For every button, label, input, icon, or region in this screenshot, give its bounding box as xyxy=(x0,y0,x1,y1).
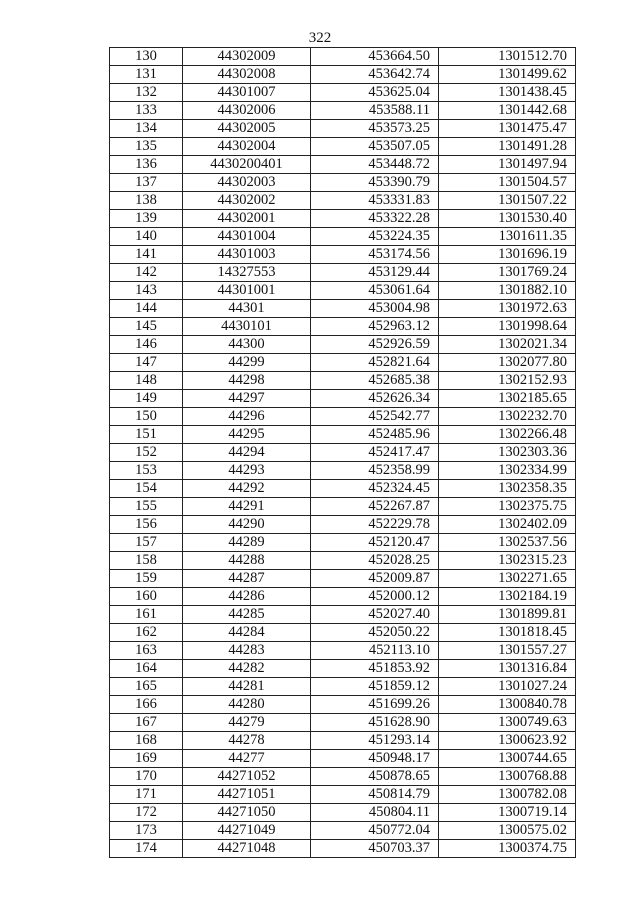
x-coordinate-cell: 450703.37 xyxy=(311,840,439,858)
row-number-cell: 165 xyxy=(110,678,183,696)
y-coordinate-cell: 1301769.24 xyxy=(439,264,576,282)
table-row xyxy=(110,102,576,120)
table-row xyxy=(110,282,576,300)
y-coordinate-cell: 1302537.56 xyxy=(439,534,576,552)
row-number-cell: 149 xyxy=(110,390,183,408)
point-id-cell: 44284 xyxy=(183,624,311,642)
row-number-cell: 164 xyxy=(110,660,183,678)
y-coordinate-cell: 1302303.36 xyxy=(439,444,576,462)
page-number: 322 xyxy=(308,30,332,46)
row-number-cell: 141 xyxy=(110,246,183,264)
y-coordinate-cell: 1302185.65 xyxy=(439,390,576,408)
table-row xyxy=(110,354,576,372)
x-coordinate-cell: 453322.28 xyxy=(311,210,439,228)
y-coordinate-cell: 1301972.63 xyxy=(439,300,576,318)
x-coordinate-cell: 452267.87 xyxy=(311,498,439,516)
x-coordinate-cell: 453129.44 xyxy=(311,264,439,282)
row-number-cell: 157 xyxy=(110,534,183,552)
x-coordinate-cell: 453061.64 xyxy=(311,282,439,300)
point-id-cell: 4430101 xyxy=(183,318,311,336)
x-coordinate-cell: 452417.47 xyxy=(311,444,439,462)
point-id-cell: 44279 xyxy=(183,714,311,732)
y-coordinate-cell: 1300840.78 xyxy=(439,696,576,714)
point-id-cell: 44283 xyxy=(183,642,311,660)
y-coordinate-cell: 1302077.80 xyxy=(439,354,576,372)
y-coordinate-cell: 1301611.35 xyxy=(439,228,576,246)
row-number-cell: 130 xyxy=(110,48,183,66)
table-row xyxy=(110,498,576,516)
x-coordinate-cell: 452626.34 xyxy=(311,390,439,408)
table-row xyxy=(110,624,576,642)
row-number-cell: 168 xyxy=(110,732,183,750)
point-id-cell: 44280 xyxy=(183,696,311,714)
table-row xyxy=(110,678,576,696)
x-coordinate-cell: 450772.04 xyxy=(311,822,439,840)
point-id-cell: 44285 xyxy=(183,606,311,624)
x-coordinate-cell: 452542.77 xyxy=(311,408,439,426)
x-coordinate-cell: 453390.79 xyxy=(311,174,439,192)
y-coordinate-cell: 1302315.23 xyxy=(439,552,576,570)
table-row xyxy=(110,750,576,768)
x-coordinate-cell: 452821.64 xyxy=(311,354,439,372)
row-number-cell: 162 xyxy=(110,624,183,642)
row-number-cell: 145 xyxy=(110,318,183,336)
x-coordinate-cell: 453573.25 xyxy=(311,120,439,138)
y-coordinate-cell: 1300374.75 xyxy=(439,840,576,858)
x-coordinate-cell: 452358.99 xyxy=(311,462,439,480)
y-coordinate-cell: 1301497.94 xyxy=(439,156,576,174)
y-coordinate-cell: 1301491.28 xyxy=(439,138,576,156)
row-number-cell: 154 xyxy=(110,480,183,498)
table-row xyxy=(110,552,576,570)
point-id-cell: 44297 xyxy=(183,390,311,408)
point-id-cell: 44296 xyxy=(183,408,311,426)
table-row xyxy=(110,426,576,444)
row-number-cell: 132 xyxy=(110,84,183,102)
table-row xyxy=(110,318,576,336)
y-coordinate-cell: 1301882.10 xyxy=(439,282,576,300)
y-coordinate-cell: 1302184.19 xyxy=(439,588,576,606)
point-id-cell: 44299 xyxy=(183,354,311,372)
row-number-cell: 155 xyxy=(110,498,183,516)
y-coordinate-cell: 1301557.27 xyxy=(439,642,576,660)
point-id-cell: 44290 xyxy=(183,516,311,534)
point-id-cell: 44302008 xyxy=(183,66,311,84)
table-row xyxy=(110,840,576,858)
y-coordinate-cell: 1301316.84 xyxy=(439,660,576,678)
x-coordinate-cell: 452000.12 xyxy=(311,588,439,606)
row-number-cell: 139 xyxy=(110,210,183,228)
table-row xyxy=(110,660,576,678)
table-body xyxy=(110,48,576,858)
table-row xyxy=(110,66,576,84)
x-coordinate-cell: 453004.98 xyxy=(311,300,439,318)
x-coordinate-cell: 453448.72 xyxy=(311,156,439,174)
y-coordinate-cell: 1302152.93 xyxy=(439,372,576,390)
table-row xyxy=(110,822,576,840)
y-coordinate-cell: 1301818.45 xyxy=(439,624,576,642)
table-row xyxy=(110,804,576,822)
x-coordinate-cell: 450878.65 xyxy=(311,768,439,786)
coordinates-table xyxy=(109,47,576,858)
table-row xyxy=(110,480,576,498)
point-id-cell: 44298 xyxy=(183,372,311,390)
row-number-cell: 138 xyxy=(110,192,183,210)
row-number-cell: 161 xyxy=(110,606,183,624)
point-id-cell: 44295 xyxy=(183,426,311,444)
row-number-cell: 150 xyxy=(110,408,183,426)
table-row xyxy=(110,462,576,480)
table-row xyxy=(110,732,576,750)
point-id-cell: 4430200401 xyxy=(183,156,311,174)
table-row xyxy=(110,336,576,354)
point-id-cell: 44293 xyxy=(183,462,311,480)
x-coordinate-cell: 452113.10 xyxy=(311,642,439,660)
table-row xyxy=(110,84,576,102)
point-id-cell: 44278 xyxy=(183,732,311,750)
x-coordinate-cell: 453664.50 xyxy=(311,48,439,66)
y-coordinate-cell: 1300749.63 xyxy=(439,714,576,732)
point-id-cell: 44294 xyxy=(183,444,311,462)
point-id-cell: 44301007 xyxy=(183,84,311,102)
point-id-cell: 44301003 xyxy=(183,246,311,264)
y-coordinate-cell: 1301504.57 xyxy=(439,174,576,192)
point-id-cell: 44282 xyxy=(183,660,311,678)
x-coordinate-cell: 453642.74 xyxy=(311,66,439,84)
point-id-cell: 44271050 xyxy=(183,804,311,822)
row-number-cell: 167 xyxy=(110,714,183,732)
y-coordinate-cell: 1302334.99 xyxy=(439,462,576,480)
point-id-cell: 44301004 xyxy=(183,228,311,246)
row-number-cell: 147 xyxy=(110,354,183,372)
row-number-cell: 146 xyxy=(110,336,183,354)
y-coordinate-cell: 1301512.70 xyxy=(439,48,576,66)
row-number-cell: 172 xyxy=(110,804,183,822)
x-coordinate-cell: 452028.25 xyxy=(311,552,439,570)
table-row xyxy=(110,246,576,264)
row-number-cell: 163 xyxy=(110,642,183,660)
row-number-cell: 173 xyxy=(110,822,183,840)
x-coordinate-cell: 453331.83 xyxy=(311,192,439,210)
table-row xyxy=(110,300,576,318)
x-coordinate-cell: 452027.40 xyxy=(311,606,439,624)
point-id-cell: 44271049 xyxy=(183,822,311,840)
point-id-cell: 44271052 xyxy=(183,768,311,786)
table-row xyxy=(110,642,576,660)
table-row xyxy=(110,696,576,714)
y-coordinate-cell: 1301442.68 xyxy=(439,102,576,120)
x-coordinate-cell: 452926.59 xyxy=(311,336,439,354)
table-row xyxy=(110,156,576,174)
y-coordinate-cell: 1300719.14 xyxy=(439,804,576,822)
row-number-cell: 156 xyxy=(110,516,183,534)
table-row xyxy=(110,228,576,246)
point-id-cell: 44302001 xyxy=(183,210,311,228)
table-row xyxy=(110,570,576,588)
x-coordinate-cell: 452685.38 xyxy=(311,372,439,390)
table-row xyxy=(110,516,576,534)
y-coordinate-cell: 1300768.88 xyxy=(439,768,576,786)
x-coordinate-cell: 452009.87 xyxy=(311,570,439,588)
table-row xyxy=(110,120,576,138)
x-coordinate-cell: 453174.56 xyxy=(311,246,439,264)
row-number-cell: 174 xyxy=(110,840,183,858)
row-number-cell: 158 xyxy=(110,552,183,570)
y-coordinate-cell: 1302375.75 xyxy=(439,498,576,516)
table-row xyxy=(110,390,576,408)
table-row xyxy=(110,372,576,390)
y-coordinate-cell: 1302232.70 xyxy=(439,408,576,426)
point-id-cell: 44271048 xyxy=(183,840,311,858)
point-id-cell: 44302009 xyxy=(183,48,311,66)
x-coordinate-cell: 452485.96 xyxy=(311,426,439,444)
y-coordinate-cell: 1300744.65 xyxy=(439,750,576,768)
x-coordinate-cell: 452120.47 xyxy=(311,534,439,552)
x-coordinate-cell: 453224.35 xyxy=(311,228,439,246)
y-coordinate-cell: 1300623.92 xyxy=(439,732,576,750)
x-coordinate-cell: 452050.22 xyxy=(311,624,439,642)
table-row xyxy=(110,714,576,732)
y-coordinate-cell: 1301507.22 xyxy=(439,192,576,210)
point-id-cell: 44288 xyxy=(183,552,311,570)
table-row xyxy=(110,768,576,786)
y-coordinate-cell: 1301475.47 xyxy=(439,120,576,138)
table-row xyxy=(110,48,576,66)
point-id-cell: 44277 xyxy=(183,750,311,768)
x-coordinate-cell: 450948.17 xyxy=(311,750,439,768)
x-coordinate-cell: 453625.04 xyxy=(311,84,439,102)
y-coordinate-cell: 1301696.19 xyxy=(439,246,576,264)
y-coordinate-cell: 1301998.64 xyxy=(439,318,576,336)
table-row xyxy=(110,210,576,228)
x-coordinate-cell: 453507.05 xyxy=(311,138,439,156)
row-number-cell: 135 xyxy=(110,138,183,156)
row-number-cell: 143 xyxy=(110,282,183,300)
x-coordinate-cell: 451628.90 xyxy=(311,714,439,732)
point-id-cell: 44302004 xyxy=(183,138,311,156)
row-number-cell: 171 xyxy=(110,786,183,804)
table-row xyxy=(110,606,576,624)
x-coordinate-cell: 452963.12 xyxy=(311,318,439,336)
point-id-cell: 44302005 xyxy=(183,120,311,138)
table-row xyxy=(110,786,576,804)
point-id-cell: 44271051 xyxy=(183,786,311,804)
y-coordinate-cell: 1302266.48 xyxy=(439,426,576,444)
table-row xyxy=(110,174,576,192)
y-coordinate-cell: 1301438.45 xyxy=(439,84,576,102)
x-coordinate-cell: 452324.45 xyxy=(311,480,439,498)
point-id-cell: 44289 xyxy=(183,534,311,552)
y-coordinate-cell: 1302021.34 xyxy=(439,336,576,354)
y-coordinate-cell: 1301899.81 xyxy=(439,606,576,624)
y-coordinate-cell: 1302402.09 xyxy=(439,516,576,534)
x-coordinate-cell: 451293.14 xyxy=(311,732,439,750)
y-coordinate-cell: 1301027.24 xyxy=(439,678,576,696)
row-number-cell: 140 xyxy=(110,228,183,246)
point-id-cell: 44302002 xyxy=(183,192,311,210)
row-number-cell: 144 xyxy=(110,300,183,318)
point-id-cell: 14327553 xyxy=(183,264,311,282)
row-number-cell: 134 xyxy=(110,120,183,138)
row-number-cell: 136 xyxy=(110,156,183,174)
row-number-cell: 133 xyxy=(110,102,183,120)
point-id-cell: 44302006 xyxy=(183,102,311,120)
row-number-cell: 166 xyxy=(110,696,183,714)
row-number-cell: 169 xyxy=(110,750,183,768)
y-coordinate-cell: 1302271.65 xyxy=(439,570,576,588)
point-id-cell: 44291 xyxy=(183,498,311,516)
x-coordinate-cell: 453588.11 xyxy=(311,102,439,120)
x-coordinate-cell: 450804.11 xyxy=(311,804,439,822)
row-number-cell: 137 xyxy=(110,174,183,192)
table-row xyxy=(110,138,576,156)
x-coordinate-cell: 451859.12 xyxy=(311,678,439,696)
row-number-cell: 148 xyxy=(110,372,183,390)
table-row xyxy=(110,408,576,426)
x-coordinate-cell: 451853.92 xyxy=(311,660,439,678)
table-row xyxy=(110,588,576,606)
row-number-cell: 151 xyxy=(110,426,183,444)
row-number-cell: 142 xyxy=(110,264,183,282)
point-id-cell: 44301 xyxy=(183,300,311,318)
row-number-cell: 160 xyxy=(110,588,183,606)
row-number-cell: 131 xyxy=(110,66,183,84)
y-coordinate-cell: 1300575.02 xyxy=(439,822,576,840)
row-number-cell: 170 xyxy=(110,768,183,786)
table-row xyxy=(110,534,576,552)
point-id-cell: 44292 xyxy=(183,480,311,498)
table-row xyxy=(110,444,576,462)
point-id-cell: 44281 xyxy=(183,678,311,696)
x-coordinate-cell: 450814.79 xyxy=(311,786,439,804)
row-number-cell: 152 xyxy=(110,444,183,462)
point-id-cell: 44301001 xyxy=(183,282,311,300)
table-row xyxy=(110,264,576,282)
y-coordinate-cell: 1300782.08 xyxy=(439,786,576,804)
point-id-cell: 44300 xyxy=(183,336,311,354)
row-number-cell: 153 xyxy=(110,462,183,480)
point-id-cell: 44302003 xyxy=(183,174,311,192)
row-number-cell: 159 xyxy=(110,570,183,588)
x-coordinate-cell: 451699.26 xyxy=(311,696,439,714)
point-id-cell: 44286 xyxy=(183,588,311,606)
point-id-cell: 44287 xyxy=(183,570,311,588)
y-coordinate-cell: 1301530.40 xyxy=(439,210,576,228)
y-coordinate-cell: 1302358.35 xyxy=(439,480,576,498)
y-coordinate-cell: 1301499.62 xyxy=(439,66,576,84)
x-coordinate-cell: 452229.78 xyxy=(311,516,439,534)
table-row xyxy=(110,192,576,210)
